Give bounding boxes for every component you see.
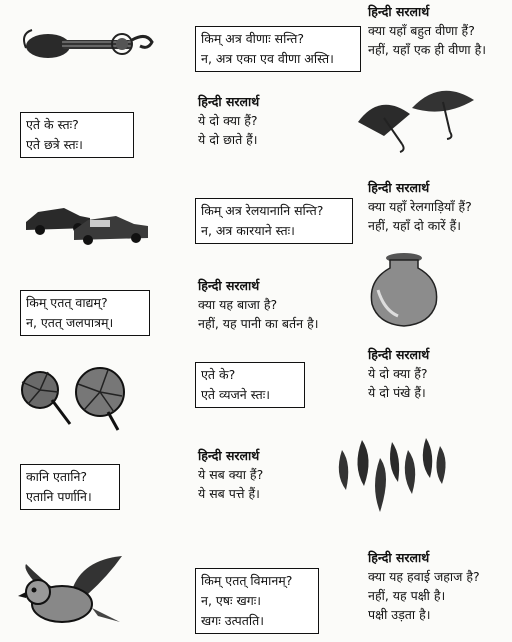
translation-heading: हिन्दी सरलार्थ [368, 550, 430, 565]
hindi-line: ये दो क्या हैं? [368, 366, 428, 381]
exercise-row-bird [0, 540, 512, 642]
hindi-line: पक्षी उड़ता है। [368, 607, 431, 622]
sanskrit-line: खगः उत्पतति। [201, 613, 264, 628]
sanskrit-line: किम् एतत् वाद्यम्? [26, 295, 108, 310]
hindi-line: ये दो पंखे हैं। [368, 385, 426, 400]
exercise-row-pot [0, 270, 512, 350]
sanskrit-line: न, अत्र कारयाने स्तः। [201, 223, 295, 238]
exercise-row-leaves [0, 440, 512, 540]
sanskrit-box [20, 464, 120, 510]
hindi-translation [198, 446, 263, 503]
translation-heading: हिन्दी सरलार्थ [198, 94, 260, 109]
umbrellas-illustration [350, 78, 480, 158]
hindi-translation [198, 92, 259, 149]
exercise-row-umbrellas [0, 90, 512, 180]
hindi-line: क्या यह हवाई जहाज है? [368, 569, 480, 584]
exercise-row-veena [0, 0, 512, 90]
sanskrit-line: कानि एतानि? [26, 469, 88, 484]
bird-illustration [12, 550, 142, 640]
cars-illustration [24, 192, 154, 252]
translation-heading: हिन्दी सरलार्थ [198, 448, 260, 463]
leaves-illustration [330, 430, 460, 520]
sanskrit-line: किम् अत्र रेलयानानि सन्ति? [201, 203, 324, 218]
hindi-line: ये सब पत्ते हैं। [198, 486, 260, 501]
translation-heading: हिन्दी सरलार्थ [368, 4, 430, 19]
sanskrit-line: एते छत्रे स्तः। [26, 137, 83, 152]
hindi-translation [368, 178, 472, 235]
veena-illustration [22, 18, 162, 78]
translation-heading: हिन्दी सरलार्थ [198, 278, 260, 293]
hindi-line: क्या यह बाजा है? [198, 297, 278, 312]
hindi-line: क्या यहाँ रेलगाड़ियाँ हैं? [368, 199, 472, 214]
sanskrit-line: किम् अत्र वीणाः सन्ति? [201, 31, 304, 46]
sanskrit-box [195, 26, 361, 72]
water-pot-illustration [364, 250, 444, 330]
hand-fans-illustration [18, 362, 138, 432]
sanskrit-box [20, 112, 134, 158]
hindi-translation [368, 548, 480, 624]
sanskrit-box [195, 568, 319, 634]
sanskrit-box [195, 198, 353, 244]
translation-heading: हिन्दी सरलार्थ [368, 180, 430, 195]
hindi-line: ये दो छाते हैं। [198, 132, 258, 147]
exercise-row-fans [0, 347, 512, 440]
hindi-line: क्या यहाँ बहुत वीणा हैं? [368, 23, 475, 38]
sanskrit-line: न, अत्र एका एव वीणा अस्ति। [201, 51, 334, 66]
hindi-line: नहीं, यहाँ एक ही वीणा है। [368, 42, 487, 57]
sanskrit-line: न, एषः खगः। [201, 593, 262, 608]
sanskrit-line: एतानि पर्णानि। [26, 489, 92, 504]
hindi-line: ये सब क्या हैं? [198, 467, 264, 482]
hindi-translation [198, 276, 318, 333]
sanskrit-line: एते व्यजने स्तः। [201, 387, 270, 402]
hindi-translation [368, 345, 429, 402]
sanskrit-box [195, 362, 305, 408]
sanskrit-box [20, 290, 150, 336]
hindi-line: ये दो क्या हैं? [198, 113, 258, 128]
hindi-line: नहीं, यहाँ दो कारें हैं। [368, 218, 462, 233]
sanskrit-line: एते के स्तः? [26, 117, 79, 132]
hindi-line: नहीं, यह पानी का बर्तन है। [198, 316, 319, 331]
translation-heading: हिन्दी सरलार्थ [368, 347, 430, 362]
sanskrit-line: न, एतत् जलपात्रम्। [26, 315, 114, 330]
sanskrit-line: किम् एतत् विमानम्? [201, 573, 293, 588]
hindi-translation [368, 2, 486, 59]
hindi-line: नहीं, यह पक्षी है। [368, 588, 446, 603]
sanskrit-line: एते के? [201, 367, 236, 382]
